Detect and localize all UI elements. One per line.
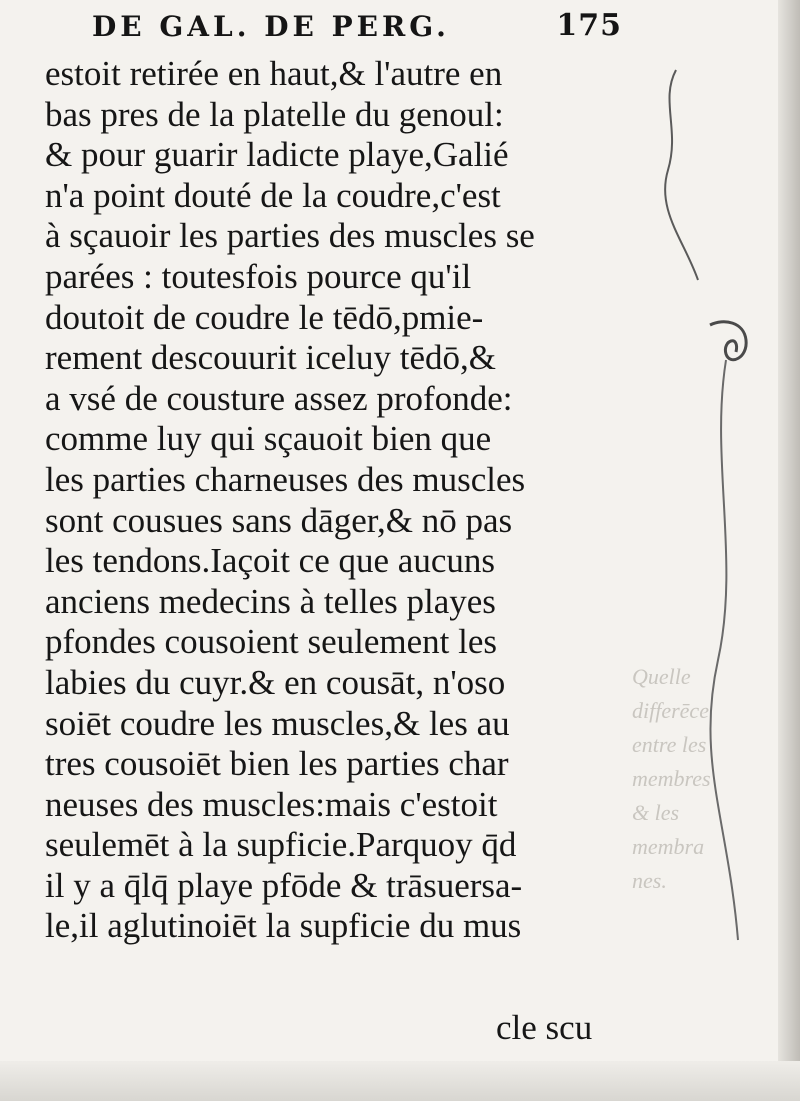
text-line: seulemēt à la supficie.Parquoy q̄d <box>45 825 517 865</box>
page-number: 175 <box>556 8 622 43</box>
page-header <box>92 6 622 46</box>
text-line: les parties charneuses des muscles <box>45 459 526 499</box>
show-through-line: entre les <box>632 732 707 757</box>
body-text <box>45 54 615 947</box>
text-line: il y a q̄lq̄ playe pfōde & trāsuersa- <box>45 865 523 905</box>
text-line: a vsé de cousture assez profonde: <box>45 378 513 418</box>
margin-pen-marks <box>640 40 780 1040</box>
show-through-line: Quelle <box>632 664 691 689</box>
show-through-line: differēce <box>632 698 709 723</box>
text-line: anciens medecins à telles playes <box>45 581 496 621</box>
text-line: doutoit de coudre le tēdō,pmie- <box>45 297 484 337</box>
text-line: pfondes cousoient seulement les <box>45 622 497 662</box>
text-line: & pour guarir ladicte playe,Galié <box>45 135 509 175</box>
scan-edge-bottom <box>0 1061 800 1101</box>
text-line: labies du cuyr.& en cousāt, n'oso <box>45 662 506 702</box>
show-through-line: & les <box>632 800 680 825</box>
scan-edge-right <box>778 0 800 1101</box>
margin-stroke-lower <box>710 360 738 940</box>
margin-flourish <box>710 322 746 360</box>
text-line: tres cousoiēt bien les parties char <box>45 744 509 784</box>
text-line: sont cousues sans dāger,& nō pas <box>45 500 513 540</box>
catchword: cle scu <box>496 1008 593 1047</box>
text-line: bas pres de la platelle du genoul: <box>45 94 504 134</box>
margin-stroke-upper <box>665 70 698 280</box>
show-through-line: membra <box>632 834 705 859</box>
text-line: n'a point douté de la coudre,c'est <box>45 175 501 215</box>
text-line: les tendons.Iaçoit ce que aucuns <box>45 541 495 581</box>
text-line: parées : toutesfois pource qu'il <box>45 256 472 296</box>
text-line: soiēt coudre les muscles,& les au <box>45 703 510 743</box>
show-through-line: membres <box>632 766 711 791</box>
text-line: estoit retirée en haut,& l'autre en <box>45 54 503 93</box>
text-line: le,il aglutinoiēt la supficie du mus <box>45 906 522 946</box>
text-line: rement descouurit iceluy tēdō,& <box>45 338 496 378</box>
text-line: comme luy qui sçauoit bien que <box>45 419 492 459</box>
show-through-line: nes. <box>632 868 667 893</box>
text-line: à sçauoir les parties des muscles se <box>45 216 535 256</box>
text-line: neuses des muscles:mais c'estoit <box>45 784 498 824</box>
running-title: DE GAL. DE PERG. <box>92 10 450 43</box>
